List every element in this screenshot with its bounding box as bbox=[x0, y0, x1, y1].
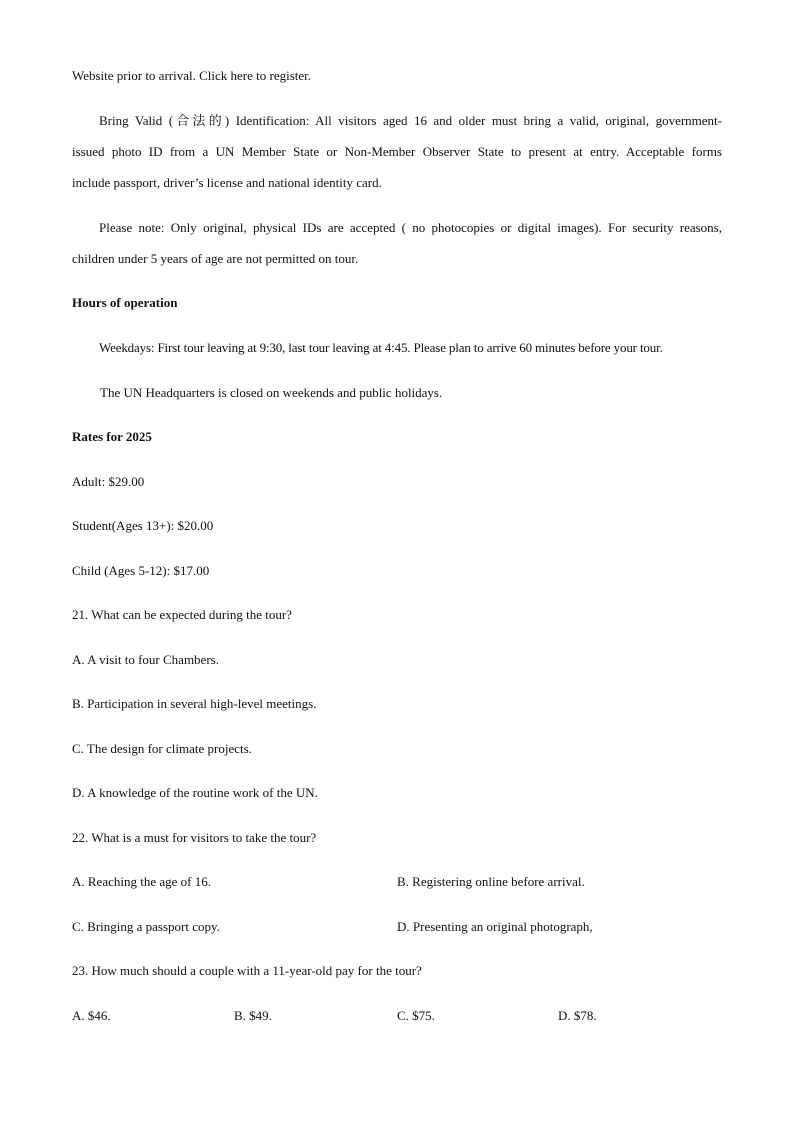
note-paragraph-line-2: children under 5 years of age are not permitted on tour. bbox=[72, 251, 359, 266]
question-22-option-c: C. Bringing a passport copy. bbox=[72, 919, 220, 934]
question-23-option-c: C. $75. bbox=[397, 1008, 435, 1023]
question-21-option-c: C. The design for climate projects. bbox=[72, 741, 252, 756]
question-21-option-d: D. A knowledge of the routine work of the UN. bbox=[72, 785, 318, 800]
note-paragraph-line-1: Please note: Only original, physical IDs are accepted ( no photocopies or digital images). For security reasons, bbox=[99, 220, 722, 235]
rate-adult: Adult: $29.00 bbox=[72, 474, 145, 489]
question-22-option-a: A. Reaching the age of 16. bbox=[72, 874, 211, 889]
question-22-stem: 22. What is a must for visitors to take the tour? bbox=[72, 830, 317, 845]
question-22-option-b: B. Registering online before arrival. bbox=[397, 874, 585, 889]
rate-child: Child (Ages 5-12): $17.00 bbox=[72, 563, 210, 578]
question-21-option-a: A. A visit to four Chambers. bbox=[72, 652, 219, 667]
id-paragraph-line-2: issued photo ID from a UN Member State or Non-Member Observer State to present at entry. Acceptable forms bbox=[72, 144, 722, 159]
question-23-option-b: B. $49. bbox=[234, 1008, 272, 1023]
hours-heading: Hours of operation bbox=[72, 295, 178, 310]
id-paragraph-line-3: include passport, driver’s license and national identity card. bbox=[72, 175, 382, 190]
hours-weekdays: Weekdays: First tour leaving at 9:30, last tour leaving at 4:45. Please plan to arrive 60 minutes before your tour. bbox=[99, 340, 663, 355]
hours-closed: The UN Headquarters is closed on weekends and public holidays. bbox=[100, 385, 443, 400]
rates-heading: Rates for 2025 bbox=[72, 429, 152, 444]
question-22-option-d: D. Presenting an original photograph, bbox=[397, 919, 593, 934]
rate-student: Student(Ages 13+): $20.00 bbox=[72, 518, 214, 533]
question-23-option-d: D. $78. bbox=[558, 1008, 597, 1023]
website-line: Website prior to arrival. Click here to register. bbox=[72, 68, 312, 83]
question-21-option-b: B. Participation in several high-level meetings. bbox=[72, 696, 317, 711]
question-21-stem: 21. What can be expected during the tour? bbox=[72, 607, 292, 622]
question-23-stem: 23. How much should a couple with a 11-year-old pay for the tour? bbox=[72, 963, 422, 978]
question-23-option-a: A. $46. bbox=[72, 1008, 111, 1023]
id-paragraph-line-1: Bring Valid (合法的) Identification: All visitors aged 16 and older must bring a valid, original, government- bbox=[99, 113, 722, 128]
